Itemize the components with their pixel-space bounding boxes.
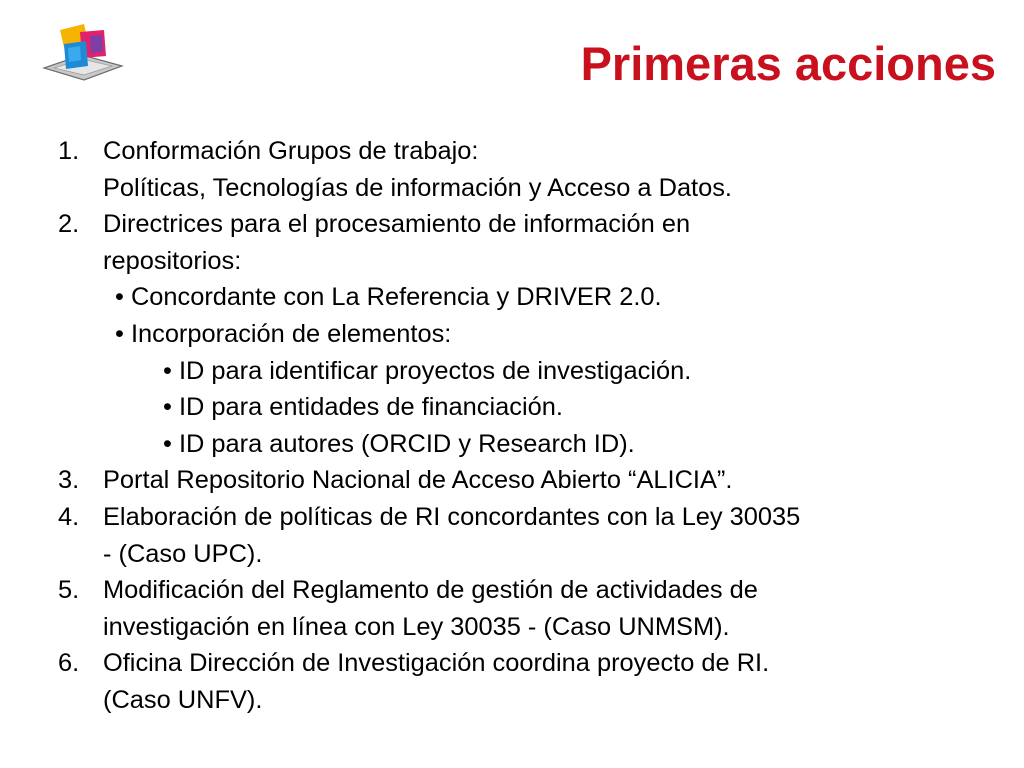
sub-bullet-text: • ID para identificar proyectos de investigación. xyxy=(163,356,692,385)
list-item xyxy=(58,462,998,499)
list-item-text: (Caso UNFV). xyxy=(103,685,263,714)
list-item-text: Elaboración de políticas de RI concordantes con la Ley 30035 xyxy=(103,502,801,531)
list-item xyxy=(58,133,998,170)
stacked-colored-squares-icon xyxy=(40,22,124,82)
list-item-text: investigación en línea con Ley 30035 - (Caso UNMSM). xyxy=(103,612,730,641)
list-number: 1. xyxy=(58,137,80,165)
list-item-text: Oficina Dirección de Investigación coordina proyecto de RI. xyxy=(103,649,770,678)
list-item-text: Portal Repositorio Nacional de Acceso Abierto “ALICIA”. xyxy=(103,466,733,495)
sub-bullet-item xyxy=(58,353,998,390)
bullet-item xyxy=(58,316,998,353)
list-item-text: Modificación del Reglamento de gestión de actividades de xyxy=(103,576,758,605)
list-number: 2. xyxy=(58,210,80,239)
slide-body xyxy=(58,133,998,719)
bullet-text: • Concordante con La Referencia y DRIVER 2.0. xyxy=(115,283,662,312)
list-number: 4. xyxy=(58,502,80,531)
list-number: 3. xyxy=(58,466,80,495)
list-item-continuation xyxy=(58,609,998,646)
list-item-continuation xyxy=(58,243,998,280)
list-item-text: repositorios: xyxy=(103,246,242,275)
list-item-text: - (Caso UPC). xyxy=(103,539,263,568)
sub-bullet-text: • ID para entidades de financiación. xyxy=(163,393,563,422)
list-item-continuation xyxy=(58,536,998,573)
list-number: 6. xyxy=(58,649,80,678)
list-item xyxy=(58,572,998,609)
list-item-text: Políticas, Tecnologías de información y Acceso a Datos. xyxy=(103,173,732,202)
bullet-text: • Incorporación de elementos: xyxy=(115,319,452,348)
list-item xyxy=(58,645,998,682)
bullet-item xyxy=(58,279,998,316)
list-item-continuation xyxy=(58,170,998,207)
sub-bullet-text: • ID para autores (ORCID y Research ID). xyxy=(163,429,635,458)
list-item xyxy=(58,499,998,536)
sub-bullet-item xyxy=(58,426,998,463)
list-item-text: Directrices para el procesamiento de información en xyxy=(103,210,691,239)
sub-bullet-item xyxy=(58,389,998,426)
list-item-continuation xyxy=(58,682,998,719)
list-item xyxy=(58,206,998,243)
list-number: 5. xyxy=(58,576,80,605)
slide-title: Primeras acciones xyxy=(580,37,996,90)
list-item-text: Conformación Grupos de trabajo: xyxy=(103,137,479,165)
